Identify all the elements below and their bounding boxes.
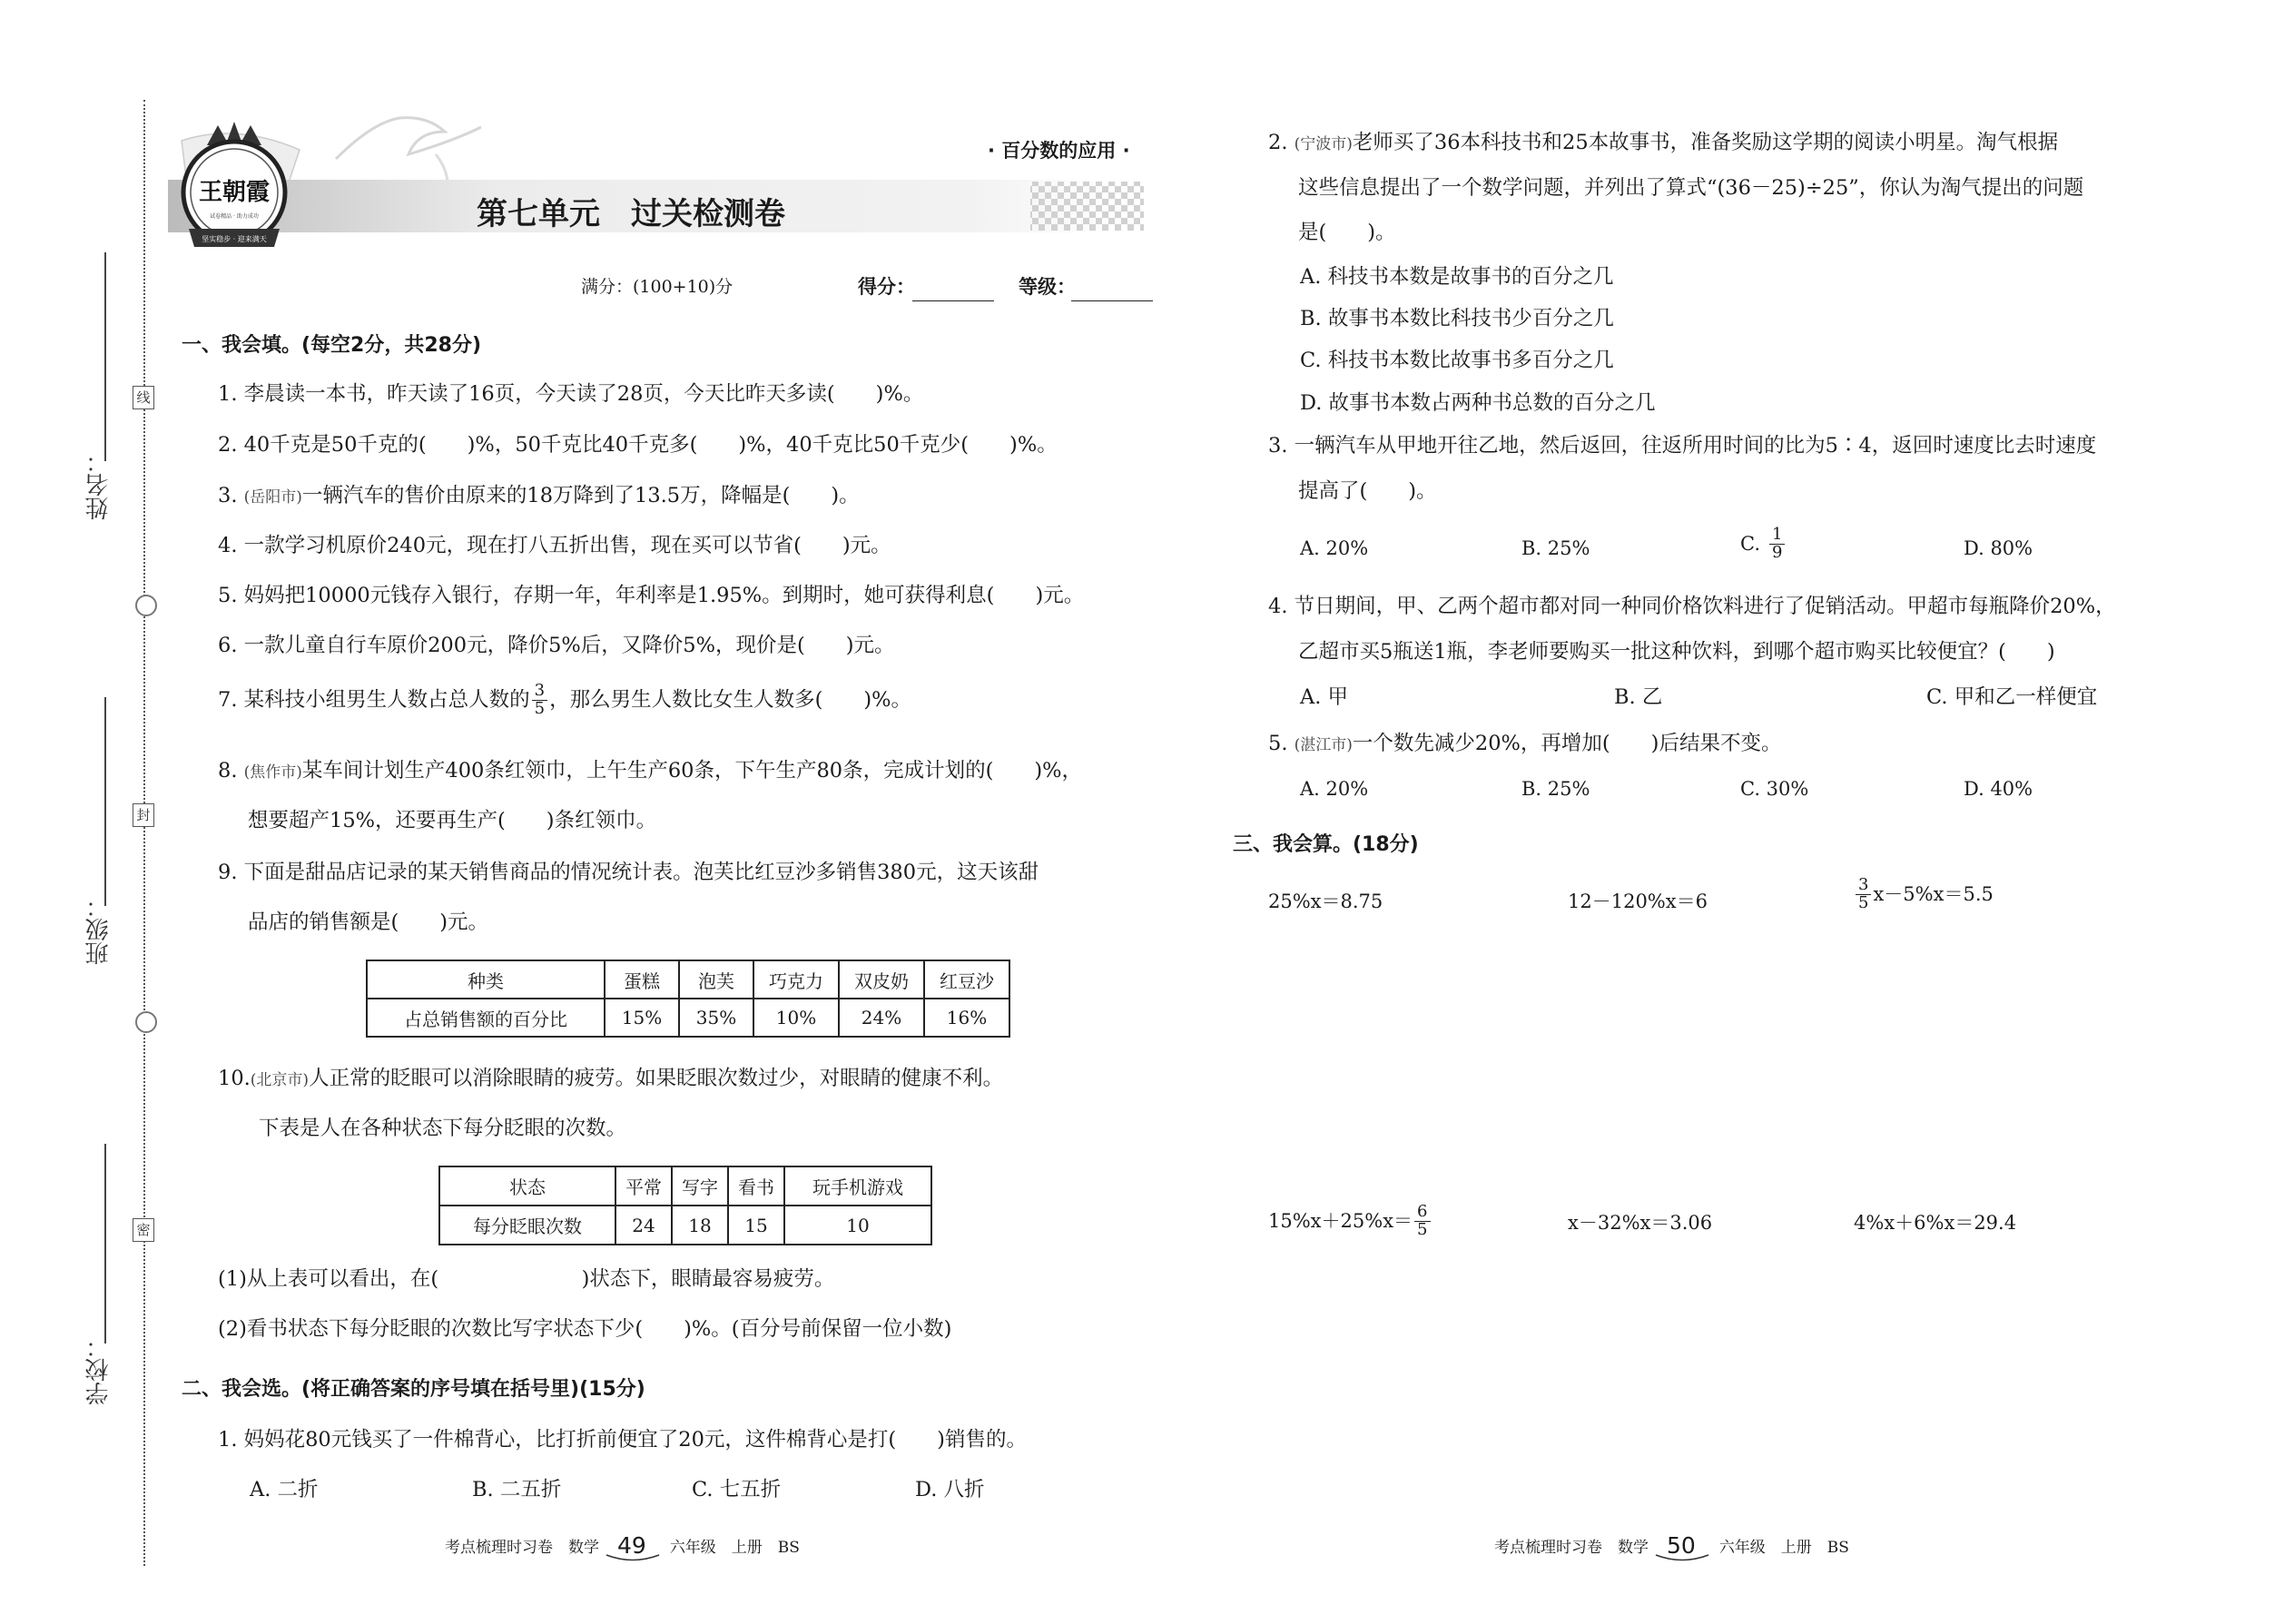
equation-3: $\frac{3}{5}$ x－5%x＝5.5	[1854, 877, 1994, 912]
score-blank[interactable]	[912, 300, 994, 301]
equation-1: 25%x＝8.75	[1268, 891, 1383, 912]
s2-q3-option-d[interactable]: D. 80%	[1964, 537, 2033, 559]
topic-label: · 百分数的应用 ·	[988, 140, 1130, 162]
s1-question-10-line2: 下表是人在各种状态下每分眨眼的次数。	[259, 1117, 627, 1140]
s2-question-1: 1. 妈妈花80元钱买了一件棉背心，比打折前便宜了20元，这件棉背心是打( )销售的。	[218, 1428, 1027, 1452]
s1-question-1: 1. 李晨读一本书，昨天读了16页，今天读了28页，今天比昨天多读( )%。	[218, 382, 924, 406]
section3-title: 三、我会算。(18分)	[1233, 833, 1419, 856]
fraction: $\frac{6}{5}$	[1414, 1204, 1430, 1239]
s2-q4-option-a[interactable]: A. 甲	[1300, 685, 1349, 709]
table-row: 每分眨眼次数 24 18 15 10	[439, 1206, 931, 1245]
cut-mark-secret: 密	[133, 1218, 154, 1242]
equation-6: 4%x＋6%x＝29.4	[1854, 1212, 2017, 1234]
footer-left: 考点梳理时习卷 数学 49 六年级 上册 BS	[445, 1532, 800, 1559]
s2-q2-option-d[interactable]: D. 故事书本数占两种书总数的百分之几	[1300, 391, 1656, 415]
s2-q2-option-b[interactable]: B. 故事书本数比科技书少百分之几	[1300, 307, 1614, 330]
s2-q5-option-a[interactable]: A. 20%	[1300, 778, 1369, 800]
table-header-row: 状态 平常 写字 看书 玩手机游戏	[439, 1166, 931, 1206]
s2-question-2: 2. (宁波市)老师买了36本科技书和25本故事书，准备奖励这学期的阅读小明星。淘气根据	[1268, 131, 2059, 154]
s2-question-2-line3: 是( )。	[1298, 221, 1396, 244]
s1-question-4: 4. 一款学习机原价240元，现在打八五折出售，现在买可以节省( )元。	[218, 534, 891, 557]
s1-question-2: 2. 40千克是50千克的( )%，50千克比40千克多( )%，40千克比50千克少( )%。	[218, 433, 1058, 457]
s2-q5-option-d[interactable]: D. 40%	[1964, 778, 2033, 800]
fraction: $\frac{3}{5}$	[1856, 877, 1871, 912]
table-row: 占总销售额的百分比 15% 35% 10% 24% 16%	[367, 999, 1009, 1037]
section2-title: 二、我会选。(将正确答案的序号填在括号里)(15分)	[182, 1378, 645, 1401]
grade-blank[interactable]	[1071, 300, 1153, 301]
s1-question-10: 10.(北京市)人正常的眨眼可以消除眼睛的疲劳。如果眨眼次数过少，对眼睛的健康不利。	[218, 1067, 1004, 1090]
s2-q4-option-b[interactable]: B. 乙	[1614, 685, 1663, 709]
school-label: 学校：	[85, 1334, 113, 1405]
binding-hole	[135, 595, 157, 616]
score-label: 得分：	[858, 276, 915, 298]
s2-q5-option-b[interactable]: B. 25%	[1521, 778, 1590, 800]
fraction: $\frac{3}{5}$	[532, 683, 547, 718]
source-tag: (湛江市)	[1294, 736, 1353, 754]
equation-5: x－32%x＝3.06	[1568, 1212, 1713, 1234]
page-number: 50	[1667, 1532, 1696, 1559]
source-tag: (焦作市)	[243, 763, 302, 782]
s2-q2-option-a[interactable]: A. 科技书本数是故事书的百分之几	[1300, 265, 1614, 289]
logo-tagline: 试卷精品 · 助力成功	[210, 213, 259, 220]
page-title: 第七单元 过关检测卷	[477, 196, 785, 232]
s2-question-4: 4. 节日期间，甲、乙两个超市都对同一种同价格饮料进行了促销活动。甲超市每瓶降价20%，	[1268, 595, 2116, 618]
s2-q1-option-c[interactable]: C. 七五折	[692, 1478, 782, 1501]
s2-q2-option-c[interactable]: C. 科技书本数比故事书多百分之几	[1300, 349, 1614, 372]
class-blank-line	[104, 697, 106, 906]
name-blank-line	[104, 252, 106, 461]
s1-question-3: 3. (岳阳市)一辆汽车的售价由原来的18万降到了13.5万，降幅是( )。	[218, 484, 860, 507]
equation-4: 15%x＋25%x＝ $\frac{6}{5}$	[1268, 1204, 1433, 1239]
s1-question-8: 8. (焦作市)某车间计划生产400条红领巾，上午生产60条，下午生产80条，完成计划的( )%，	[218, 759, 1083, 782]
logo-text: 王朝霞	[198, 179, 271, 206]
fraction: $\frac{1}{9}$	[1769, 527, 1785, 562]
binding-hole	[135, 1011, 157, 1033]
s2-question-2-line2: 这些信息提出了一个数学问题，并列出了算式“(36－25)÷25”，你认为淘气提出的问题	[1298, 176, 2084, 200]
s1-question-6: 6. 一款儿童自行车原价200元，降价5%后，又降价5%，现价是( )元。	[218, 634, 895, 657]
name-label: 姓名：	[85, 449, 113, 520]
s1-question-9: 9. 下面是甜品店记录的某天销售商品的情况统计表。泡芙比红豆沙多销售380元，这天该甜	[218, 861, 1039, 884]
s1-question-5: 5. 妈妈把10000元钱存入银行，存期一年，年利率是1.95%。到期时，她可获得利息( )元。	[218, 584, 1085, 607]
footer-right: 考点梳理时习卷 数学 50 六年级 上册 BS	[1494, 1532, 1849, 1559]
sales-table	[366, 960, 1010, 1038]
s2-q5-option-c[interactable]: C. 30%	[1740, 778, 1809, 800]
school-blank-line	[104, 1144, 106, 1343]
table-header-row: 种类 蛋糕 泡芙 巧克力 双皮奶 红豆沙	[367, 960, 1009, 999]
s1-question-7: 7. 某科技小组男生人数占总人数的 $\frac{3}{5}$ ，那么男生人数比女生人数多( )%。	[218, 681, 912, 718]
publisher-logo	[171, 118, 298, 252]
s1-question-8-line2: 想要超产15%，还要再生产( )条红领巾。	[248, 809, 657, 832]
page-number: 49	[617, 1532, 646, 1559]
s2-q3-option-c[interactable]: C. $\frac{1}{9}$	[1740, 527, 1787, 562]
source-tag: (岳阳市)	[243, 488, 302, 507]
section1-title: 一、我会填。(每空2分，共28分)	[182, 334, 482, 357]
s2-q1-option-d[interactable]: D. 八折	[915, 1478, 985, 1501]
equation-2: 12－120%x＝6	[1568, 891, 1708, 912]
binding-dotted-line	[143, 100, 145, 1566]
blink-table	[438, 1166, 932, 1245]
source-tag: (宁波市)	[1294, 135, 1353, 153]
cut-mark-seal: 封	[133, 803, 154, 827]
s2-q4-option-c[interactable]: C. 甲和乙一样便宜	[1926, 685, 2098, 709]
full-score: 满分：(100+10)分	[581, 277, 733, 297]
source-tag: (北京市)	[250, 1071, 310, 1089]
s1-question-9-line2: 品店的销售额是( )元。	[248, 910, 489, 934]
s2-question-3: 3. 一辆汽车从甲地开往乙地，然后返回，往返所用时间的比为5∶4，返回时速度比去时速度	[1268, 434, 2097, 458]
s2-q3-option-b[interactable]: B. 25%	[1521, 537, 1590, 559]
s2-question-4-line2: 乙超市买5瓶送1瓶，李老师要购买一批这种饮料，到哪个超市购买比较便宜？( )	[1298, 640, 2055, 664]
class-label: 班级：	[85, 894, 113, 965]
grade-label: 等级：	[1019, 276, 1076, 298]
s2-q1-option-a[interactable]: A. 二折	[250, 1478, 319, 1501]
s2-question-3-line2: 提高了( )。	[1298, 479, 1437, 503]
s1-question-10-sub1: (1)从上表可以看出，在( )状态下，眼睛最容易疲劳。	[218, 1267, 835, 1291]
s2-q1-option-b[interactable]: B. 二五折	[472, 1478, 562, 1501]
cut-mark-line: 线	[133, 386, 154, 409]
s1-question-10-sub2: (2)看书状态下每分眨眼的次数比写字状态下少( )%。(百分号前保留一位小数)	[218, 1317, 952, 1341]
logo-motto: 坚实稳步 · 迎来满天	[202, 235, 267, 243]
s2-question-5: 5. (湛江市)一个数先减少20%，再增加( )后结果不变。	[1268, 732, 1782, 755]
s2-q3-option-a[interactable]: A. 20%	[1300, 537, 1369, 559]
